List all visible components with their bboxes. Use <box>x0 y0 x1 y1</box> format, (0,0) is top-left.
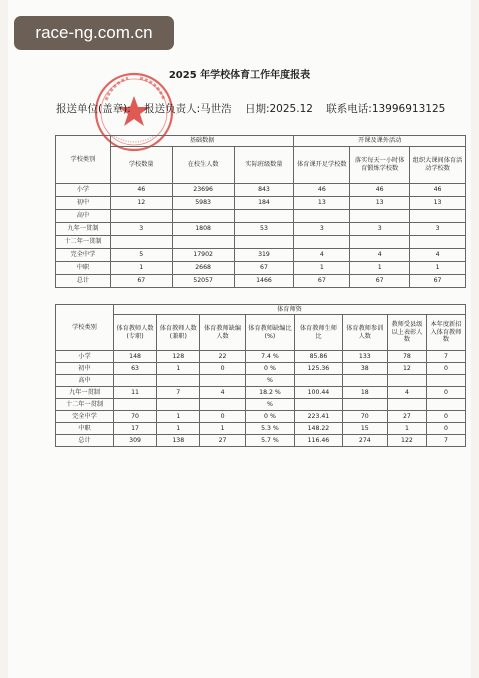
table2-cell: 309 <box>113 435 156 447</box>
table2-cell: 1 <box>157 411 200 423</box>
table1-cell: 67 <box>410 275 466 288</box>
table1-row <box>56 184 466 197</box>
table2-row <box>56 435 466 447</box>
table1-cell: 3 <box>410 223 466 236</box>
table1-cell: 17902 <box>172 249 234 262</box>
table1-cell <box>294 210 350 223</box>
table2-cell: 138 <box>157 435 200 447</box>
table2-cell: 78 <box>387 351 426 363</box>
document-title: 2025 年学校体育工作年度报表 <box>168 70 311 81</box>
table1-cell <box>172 236 234 249</box>
table2-row-type: 高中 <box>56 375 114 387</box>
table2-cell: 4 <box>387 387 426 399</box>
table2-cell: 1 <box>157 363 200 375</box>
table2-cell: 17 <box>113 423 156 435</box>
table1-cell: 67 <box>234 262 294 275</box>
table2-col-header: 体育教师人数(兼职) <box>157 315 200 351</box>
table1-col-header: 在校生人数 <box>172 147 234 184</box>
table2-cell: 5.3 % <box>245 423 295 435</box>
table1-cell: 1466 <box>234 275 294 288</box>
table1-cell <box>410 236 466 249</box>
table1-cell: 12 <box>110 197 172 210</box>
table2-cell <box>157 399 200 411</box>
table2-cell: 70 <box>113 411 156 423</box>
table2-cell <box>342 375 387 387</box>
table1-cell: 46 <box>294 184 350 197</box>
table2-cell: 7.4 % <box>245 351 295 363</box>
table2-cell: 0 <box>200 363 245 375</box>
report-date-label: 日期:2025.12 <box>244 103 313 115</box>
table2-cell: 148.22 <box>295 423 342 435</box>
table1-cell: 52057 <box>172 275 234 288</box>
table1-cell: 1 <box>410 262 466 275</box>
table2-cell: 70 <box>342 411 387 423</box>
table1-row-type: 总计 <box>56 275 111 288</box>
table2-col-header: 体育教师生师比 <box>295 315 342 351</box>
table1-cell: 13 <box>350 197 410 210</box>
table2-cell: 63 <box>113 363 156 375</box>
table1-cell: 46 <box>410 184 466 197</box>
table1-cell: 46 <box>110 184 172 197</box>
table2-col-header: 体育教师人数(专职) <box>113 315 156 351</box>
responsible-person-label: 报送负责人:马世浩 <box>144 103 232 115</box>
table2-corner-header: 学校类别 <box>56 305 114 351</box>
table2-cell: 1 <box>387 423 426 435</box>
table2-cell: 1 <box>200 423 245 435</box>
table1-cell <box>234 236 294 249</box>
table1-row <box>56 210 466 223</box>
table1-row-type: 十二年一贯制 <box>56 236 111 249</box>
table2-cell <box>387 375 426 387</box>
table1-cell: 67 <box>350 275 410 288</box>
table1-row-type: 高中 <box>56 210 111 223</box>
table2-row <box>56 375 466 387</box>
table2-cell: 125.36 <box>295 363 342 375</box>
table1-col-header: 实际班级数量 <box>234 147 294 184</box>
table1-cell <box>110 210 172 223</box>
table2-row-type: 九年一贯制 <box>56 387 114 399</box>
table2-group-header: 体育师资 <box>113 305 465 315</box>
table2-cell: 27 <box>387 411 426 423</box>
table2-cell <box>295 375 342 387</box>
table1-cell: 2668 <box>172 262 234 275</box>
table2-cell <box>426 399 465 411</box>
table2-row-type: 初中 <box>56 363 114 375</box>
table2-cell: 7 <box>426 351 465 363</box>
table2-cell: 22 <box>200 351 245 363</box>
table2-row-type: 十二年一贯制 <box>56 399 114 411</box>
reporting-unit-label: 报送单位(盖章): <box>56 103 131 115</box>
table2-col-header: 教师受县级以上表彰人数 <box>387 315 426 351</box>
table1-cell: 843 <box>234 184 294 197</box>
table2-cell: 122 <box>387 435 426 447</box>
table1-col-header: 组织大课间体育活动学校数 <box>410 147 466 184</box>
table2-cell: 18.2 % <box>245 387 295 399</box>
basic-data-table <box>55 135 466 288</box>
table2-cell: 274 <box>342 435 387 447</box>
table2-cell: 7 <box>157 387 200 399</box>
table1-cell <box>172 210 234 223</box>
table1-cell: 4 <box>410 249 466 262</box>
table1-col-header: 体育课开足学校数 <box>294 147 350 184</box>
table2-cell <box>200 375 245 387</box>
table2-cell <box>387 399 426 411</box>
table1-group-activity: 开课及课外活动 <box>294 136 466 147</box>
table1-row <box>56 223 466 236</box>
table1-cell: 46 <box>350 184 410 197</box>
table1-row-type: 中职 <box>56 262 111 275</box>
table1-row <box>56 262 466 275</box>
table1-cell <box>294 236 350 249</box>
table1-row-type: 小学 <box>56 184 111 197</box>
table1-cell: 67 <box>110 275 172 288</box>
table2-cell: % <box>245 399 295 411</box>
table2-cell: 11 <box>113 387 156 399</box>
table1-cell: 1808 <box>172 223 234 236</box>
table1-cell: 4 <box>350 249 410 262</box>
table1-cell: 1 <box>110 262 172 275</box>
table2-row-type: 中职 <box>56 423 114 435</box>
table2-cell <box>426 375 465 387</box>
table2-row <box>56 387 466 399</box>
table2-cell: 0 <box>426 411 465 423</box>
report-header <box>56 101 466 116</box>
table2-row <box>56 351 466 363</box>
table1-col-header: 学校数量 <box>110 147 172 184</box>
table1-cell <box>350 236 410 249</box>
table1-group-basic: 基础数据 <box>110 136 294 147</box>
table2-cell: 0 % <box>245 363 295 375</box>
table1-cell: 4 <box>294 249 350 262</box>
table2-cell <box>113 375 156 387</box>
table2-cell: 116.46 <box>295 435 342 447</box>
table2-cell: 223.41 <box>295 411 342 423</box>
table2-cell <box>200 399 245 411</box>
table1-row <box>56 197 466 210</box>
table1-cell: 13 <box>410 197 466 210</box>
table2-cell: % <box>245 375 295 387</box>
table2-cell: 148 <box>113 351 156 363</box>
table2-cell: 0 <box>426 363 465 375</box>
table2-cell: 15 <box>342 423 387 435</box>
table2-col-header: 体育教师参训人数 <box>342 315 387 351</box>
table2-cell <box>342 399 387 411</box>
table2-row <box>56 399 466 411</box>
table1-cell: 1 <box>350 262 410 275</box>
table1-row <box>56 236 466 249</box>
table2-cell: 4 <box>200 387 245 399</box>
table2-cell: 0 <box>200 411 245 423</box>
site-watermark: race-ng.com.cn <box>14 16 174 50</box>
table1-cell: 23696 <box>172 184 234 197</box>
table2-cell: 5.7 % <box>245 435 295 447</box>
table1-cell <box>410 210 466 223</box>
table1-corner-header: 学校类别 <box>56 136 111 184</box>
table1-cell <box>350 210 410 223</box>
table1-col-header: 落实每天一小时体育锻炼学校数 <box>350 147 410 184</box>
table1-cell: 319 <box>234 249 294 262</box>
table2-cell: 27 <box>200 435 245 447</box>
table2-cell <box>113 399 156 411</box>
table1-cell: 13 <box>294 197 350 210</box>
table1-row-type: 完全中学 <box>56 249 111 262</box>
table1-cell: 5 <box>110 249 172 262</box>
table1-cell: 67 <box>294 275 350 288</box>
table2-cell: 128 <box>157 351 200 363</box>
table1-cell: 3 <box>350 223 410 236</box>
table1-row-type: 初中 <box>56 197 111 210</box>
table2-cell <box>295 399 342 411</box>
table2-cell: 0 <box>426 387 465 399</box>
contact-phone-label: 联系电话:13996913125 <box>326 103 446 115</box>
table2-row <box>56 363 466 375</box>
table1-cell: 1 <box>294 262 350 275</box>
table2-col-header: 体育教师缺编人数 <box>200 315 245 351</box>
table2-cell: 0 <box>426 423 465 435</box>
table1-cell <box>110 236 172 249</box>
table2-cell: 133 <box>342 351 387 363</box>
table1-row-type: 九年一贯制 <box>56 223 111 236</box>
table2-row-type: 完全中学 <box>56 411 114 423</box>
table2-cell <box>157 375 200 387</box>
table2-row-type: 总计 <box>56 435 114 447</box>
table1-cell: 3 <box>110 223 172 236</box>
pe-teacher-table <box>55 304 466 447</box>
table2-cell: 100.44 <box>295 387 342 399</box>
table2-col-header: 本年度新招入体育教师数 <box>426 315 465 351</box>
table2-cell: 1 <box>157 423 200 435</box>
table2-cell: 38 <box>342 363 387 375</box>
table1-row <box>56 249 466 262</box>
table2-cell: 0 % <box>245 411 295 423</box>
table2-cell: 7 <box>426 435 465 447</box>
table1-cell: 184 <box>234 197 294 210</box>
table2-row-type: 小学 <box>56 351 114 363</box>
table1-cell: 5983 <box>172 197 234 210</box>
table2-row <box>56 423 466 435</box>
table2-row <box>56 411 466 423</box>
table2-cell: 18 <box>342 387 387 399</box>
table1-row <box>56 275 466 288</box>
table2-cell: 85.86 <box>295 351 342 363</box>
table2-col-header: 体育教师缺编比 (%) <box>245 315 295 351</box>
table1-cell: 3 <box>294 223 350 236</box>
table1-cell <box>234 210 294 223</box>
table2-cell: 12 <box>387 363 426 375</box>
table1-cell: 53 <box>234 223 294 236</box>
